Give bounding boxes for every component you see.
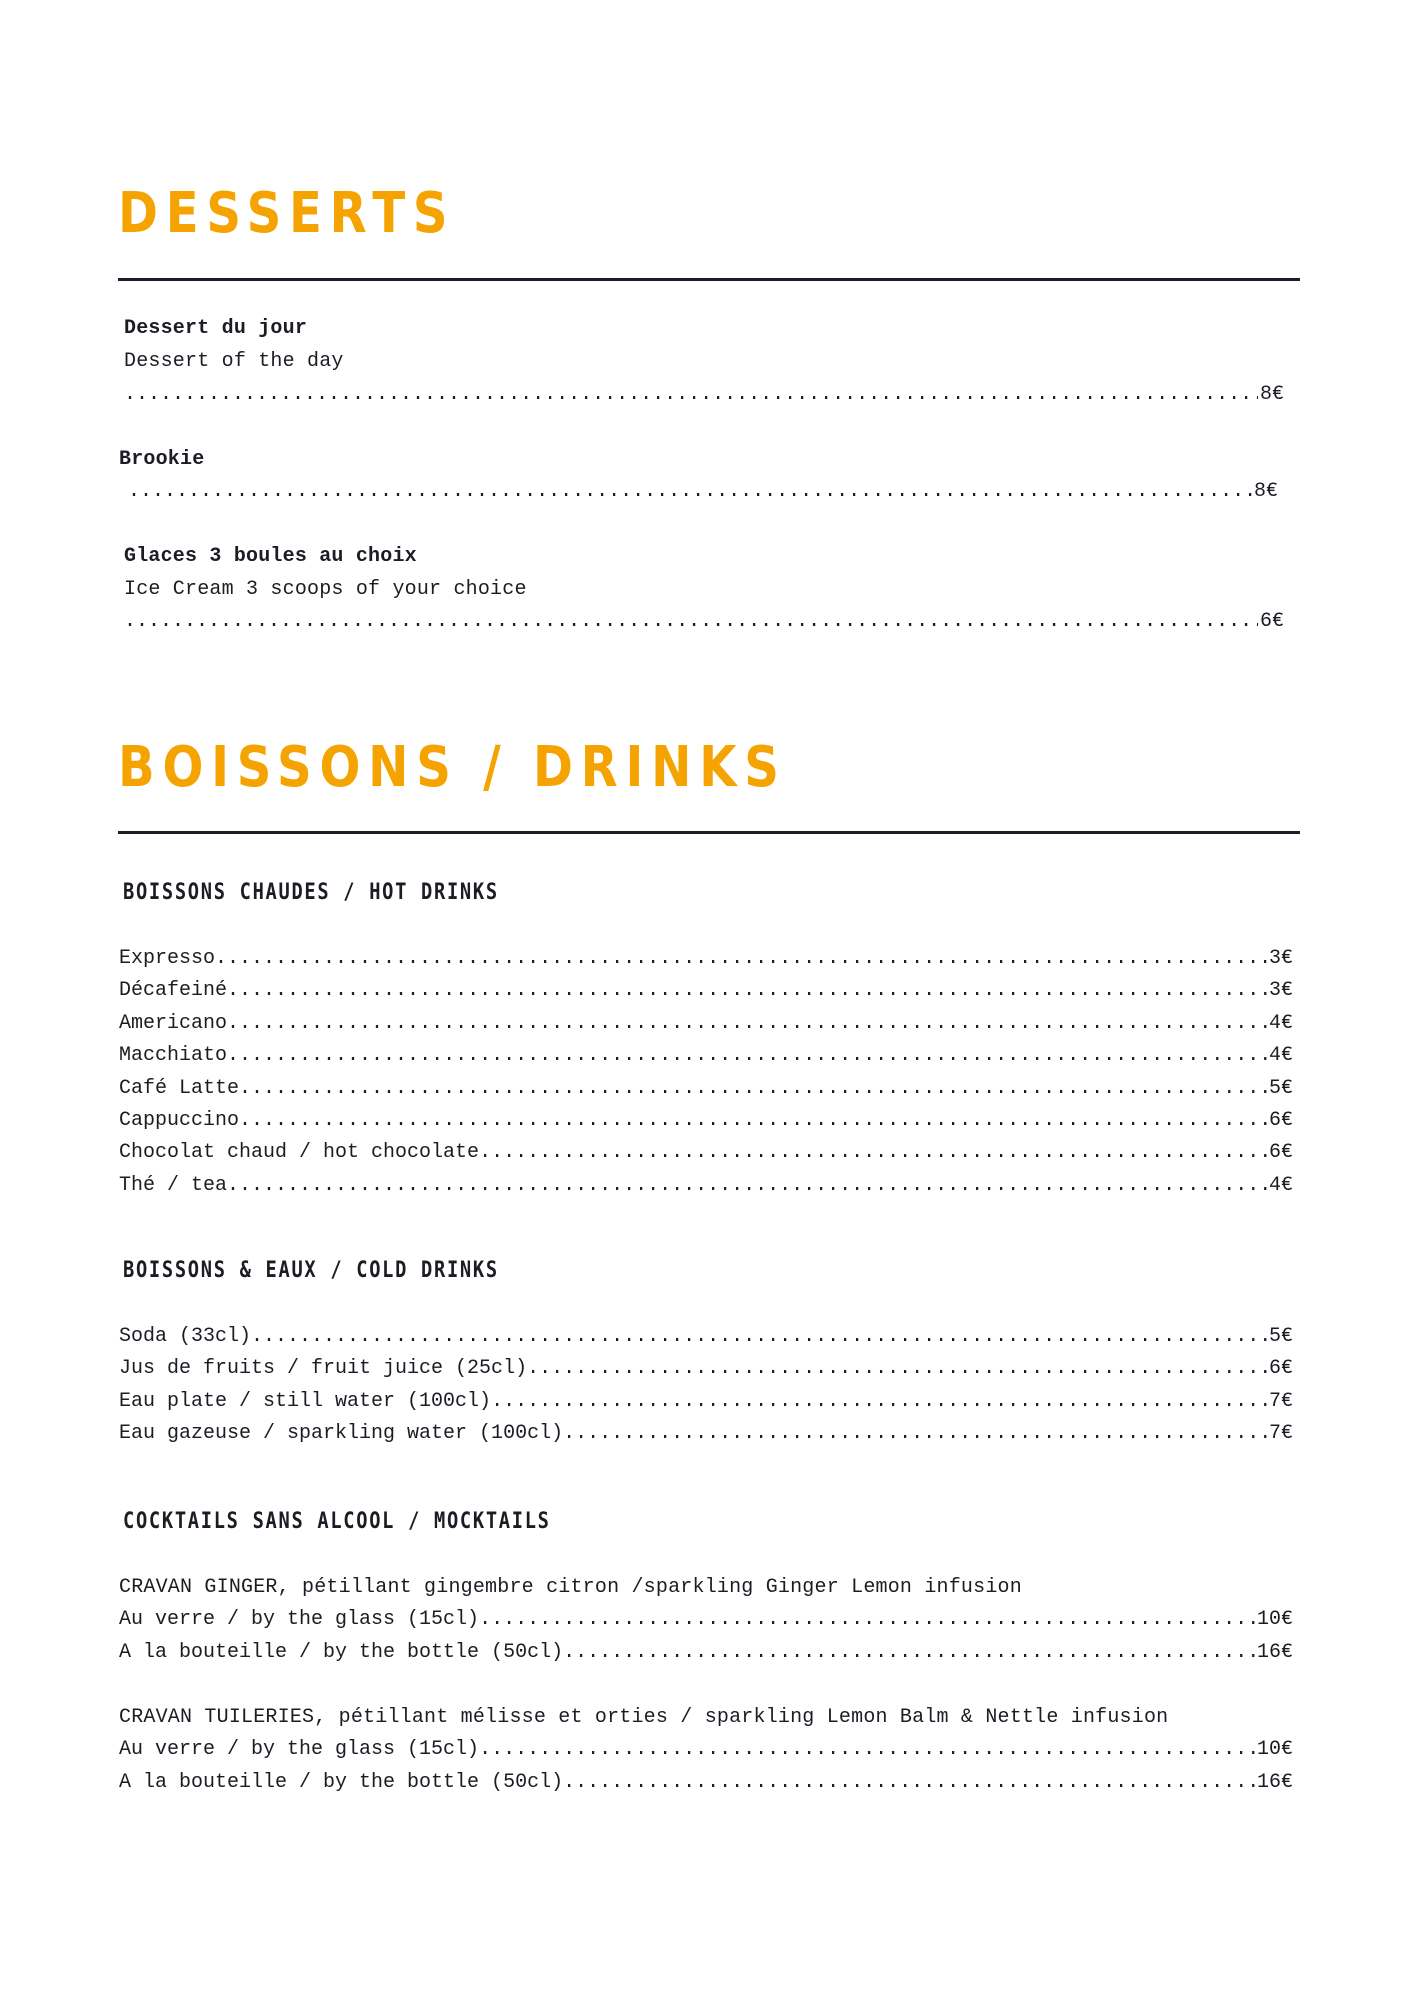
dot-leader [239,1109,1267,1133]
item-name: Eau plate / still water (100cl) [119,1389,492,1413]
drinks-title: BOISSONS / DRINKS [118,735,787,800]
menu-item-row [119,1077,1293,1101]
menu-item-row [119,1141,1293,1165]
item-name: Cappuccino [119,1109,240,1132]
dot-leader [227,1044,1267,1068]
item-name: Café Latte [119,1076,240,1100]
mocktail-name: CRAVAN TUILERIES, pétillant mélisse et orties / sparkling Lemon Balm & Nettle infusion [119,1706,1169,1729]
dessert-price-row [128,480,1278,504]
dot-leader [124,383,1258,407]
item-price: 4€ [1268,1011,1293,1035]
menu-item-row [119,1174,1293,1198]
item-name: Thé / tea [119,1173,228,1197]
item-price: 4€ [1268,1173,1293,1197]
dot-leader [239,1077,1267,1101]
dot-leader [563,1771,1255,1795]
dessert-desc: Dessert of the day [124,350,344,373]
item-price: 16€ [1256,1640,1293,1664]
item-name: Americano [119,1011,228,1035]
item-price: 10€ [1256,1608,1293,1632]
menu-item-row [119,947,1293,971]
menu-item-row [119,1325,1293,1349]
dessert-name: Brookie [119,448,205,471]
item-name: Chocolat chaud / hot chocolate [119,1141,480,1165]
dot-leader [479,1608,1255,1632]
menu-item-row [119,1012,1293,1036]
menu-item-row [119,1390,1293,1414]
dessert-price: 6€ [1259,610,1284,633]
item-price: 7€ [1268,1389,1293,1413]
hot-drinks-heading: BOISSONS CHAUDES / HOT DRINKS [123,880,499,905]
dot-leader [227,979,1267,1003]
menu-item-row [119,1044,1293,1068]
item-price: 6€ [1268,1357,1293,1381]
item-price: 5€ [1268,1076,1293,1100]
item-name: Au verre / by the glass (15cl) [119,1738,480,1762]
dot-leader [527,1357,1267,1381]
item-price: 3€ [1268,947,1293,970]
item-price: 6€ [1268,1141,1293,1165]
item-name: Eau gazeuse / sparkling water (100cl) [119,1422,564,1446]
dot-leader [479,1738,1255,1762]
dot-leader [563,1422,1267,1446]
dessert-name: Glaces 3 boules au choix [124,545,417,568]
item-name: Décafeiné [119,979,228,1003]
dot-leader [128,480,1252,504]
menu-item-row [119,1608,1293,1632]
menu-item-row [119,1357,1293,1381]
item-price: 7€ [1268,1422,1293,1446]
item-name: A la bouteille / by the bottle (50cl) [119,1770,564,1794]
item-name: Au verre / by the glass (15cl) [119,1608,480,1632]
dot-leader [124,610,1258,634]
item-price: 6€ [1268,1109,1293,1132]
dessert-price-row [124,383,1284,407]
menu-item-row [119,1738,1293,1762]
dessert-desc: Ice Cream 3 scoops of your choice [124,578,527,601]
item-name: Soda (33cl) [119,1325,252,1348]
item-price: 10€ [1256,1738,1293,1762]
item-name: Macchiato [119,1044,228,1068]
item-name: A la bouteille / by the bottle (50cl) [119,1640,564,1664]
desserts-divider [118,278,1300,281]
cold-drinks-heading: BOISSONS & EAUX / COLD DRINKS [123,1258,499,1283]
item-price: 3€ [1268,979,1293,1003]
menu-item-row [119,1422,1293,1446]
dot-leader [491,1390,1267,1414]
item-price: 16€ [1256,1770,1293,1794]
dot-leader [227,1012,1267,1036]
item-name: Jus de fruits / fruit juice (25cl) [119,1357,528,1381]
item-price: 5€ [1268,1325,1293,1348]
dot-leader [479,1141,1267,1165]
menu-item-row [119,979,1293,1003]
menu-item-row [119,1641,1293,1665]
menu-item-row [119,1771,1293,1795]
mocktail-name: CRAVAN GINGER, pétillant gingembre citron /sparkling Ginger Lemon infusion [119,1576,1022,1599]
menu-item-row [119,1109,1293,1133]
dessert-price-row [124,610,1284,634]
item-name: Expresso [119,947,216,970]
dot-leader [563,1641,1255,1665]
dessert-price: 8€ [1253,480,1278,503]
dot-leader [227,1174,1267,1198]
dessert-name: Dessert du jour [124,317,308,340]
item-price: 4€ [1268,1044,1293,1068]
mocktails-heading: COCKTAILS SANS ALCOOL / MOCKTAILS [123,1509,551,1534]
desserts-title: DESSERTS [118,181,456,246]
dot-leader [215,947,1267,971]
dot-leader [251,1325,1267,1349]
drinks-divider [118,831,1300,834]
dessert-price: 8€ [1259,383,1284,406]
